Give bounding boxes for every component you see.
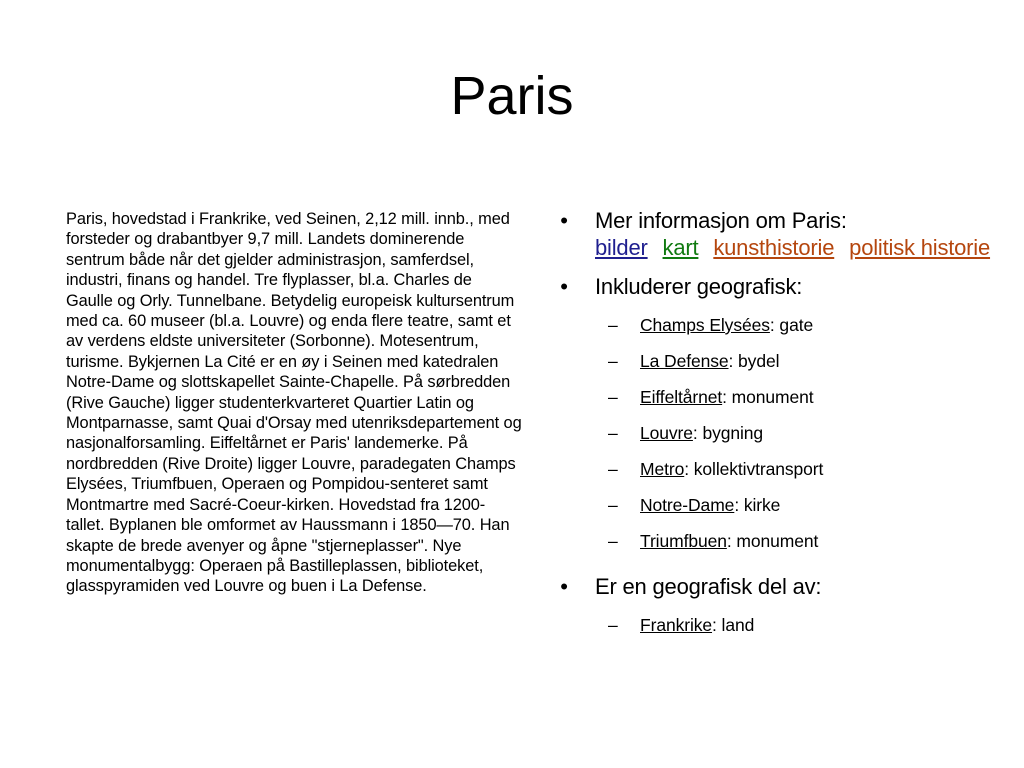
part-of-bullet-list bbox=[556, 573, 1021, 600]
link-metro[interactable]: Metro bbox=[640, 459, 685, 479]
dash-icon: – bbox=[608, 531, 618, 551]
item-desc: : monument bbox=[726, 531, 819, 551]
link-kunsthistorie[interactable]: kunsthistorie bbox=[713, 235, 835, 260]
paris-description: Paris, hovedstad i Frankrike, ved Seinen, 2,12 mill. innb., med forsteder og drabantbyer 9,7 mill. Landets dominerende sentrum både når det gjelder administrasjon, samferdsel, industri, finans og handel. Tre flyplasser, bl.a. Charles de Gaulle og Orly. Tunnelbane. Betydelig europeisk kultursentrum med ca. 60 museer (bl.a. Louvre) og enda flere teatre, samt et av verdens eldste universiteter (Sorbonne). Motesentrum, turisme. Bykjernen La Cité er en øy i Seinen med katedralen Notre-Dame og slottskapellet Sainte-Chapelle. På sørbredden (Rive Gauche) ligger studenterkvarteret Quartier Latin og Montparnasse, samt Quai d'Orsay med utenriksdepartement og nasjonalforsamling. Eiffeltårnet er Paris' landemerke. På nordbredden (Rive Droite) ligger Louvre, paradegaten Champs Elysées, Triumfbuen, Operaen og Pompidou-senteret samt Montmartre med Sacré-Coeur-kirken. Hovedstad fra 1200-tallet. Byplanen ble omformet av Haussmann i 1850—70. Han skapte de brede avenyer og åpne "stjerneplasser". Nye monumentalbygg: Operaen på Bastilleplassen, biblioteket, glasspyramiden ved Louvre og buen i La Defense. bbox=[66, 210, 522, 596]
part-of-item bbox=[556, 573, 1021, 600]
link-champs-elysees[interactable]: Champs Elysées bbox=[640, 315, 770, 335]
bullet-icon: • bbox=[560, 208, 568, 233]
includes-label: Inkluderer geografisk: bbox=[595, 274, 803, 299]
link-louvre[interactable]: Louvre bbox=[640, 423, 693, 443]
item-desc: : kollektivtransport bbox=[684, 459, 824, 479]
item-desc: : bydel bbox=[728, 351, 780, 371]
link-la-defense[interactable]: La Defense bbox=[640, 351, 729, 371]
link-triumfbuen[interactable]: Triumfbuen bbox=[640, 531, 727, 551]
bullet-icon: • bbox=[560, 274, 568, 299]
list-item bbox=[556, 387, 1021, 423]
list-item bbox=[556, 351, 1021, 387]
link-eiffeltarnet[interactable]: Eiffeltårnet bbox=[640, 387, 723, 407]
includes-item bbox=[556, 273, 1021, 300]
part-of-label: Er en geografisk del av: bbox=[595, 574, 822, 599]
slide-title: Paris bbox=[450, 66, 574, 126]
info-column bbox=[556, 207, 1021, 651]
more-info-links bbox=[595, 234, 1021, 261]
list-item bbox=[556, 315, 1021, 351]
item-desc: : bygning bbox=[692, 423, 764, 443]
includes-sub-list bbox=[556, 315, 1021, 567]
list-item bbox=[556, 615, 1021, 651]
dash-icon: – bbox=[608, 459, 618, 479]
link-frankrike[interactable]: Frankrike bbox=[640, 615, 713, 635]
more-info-item bbox=[556, 207, 1021, 261]
dash-icon: – bbox=[608, 423, 618, 443]
item-desc: : land bbox=[712, 615, 755, 635]
link-notre-dame[interactable]: Notre-Dame bbox=[640, 495, 735, 515]
dash-icon: – bbox=[608, 351, 618, 371]
link-politisk-historie[interactable]: politisk historie bbox=[849, 235, 991, 260]
list-item bbox=[556, 423, 1021, 459]
list-item bbox=[556, 459, 1021, 495]
link-kart[interactable]: kart bbox=[662, 235, 699, 260]
more-info-label: Mer informasjon om Paris: bbox=[595, 208, 847, 233]
main-bullet-list bbox=[556, 207, 1021, 300]
item-desc: : gate bbox=[769, 315, 814, 335]
dash-icon: – bbox=[608, 387, 618, 407]
bullet-icon: • bbox=[560, 574, 568, 599]
dash-icon: – bbox=[608, 615, 618, 635]
link-bilder[interactable]: bilder bbox=[595, 235, 648, 260]
item-desc: : kirke bbox=[734, 495, 781, 515]
dash-icon: – bbox=[608, 315, 618, 335]
list-item bbox=[556, 531, 1021, 567]
part-of-sub-list bbox=[556, 615, 1021, 651]
dash-icon: – bbox=[608, 495, 618, 515]
item-desc: : monument bbox=[722, 387, 814, 407]
list-item bbox=[556, 495, 1021, 531]
